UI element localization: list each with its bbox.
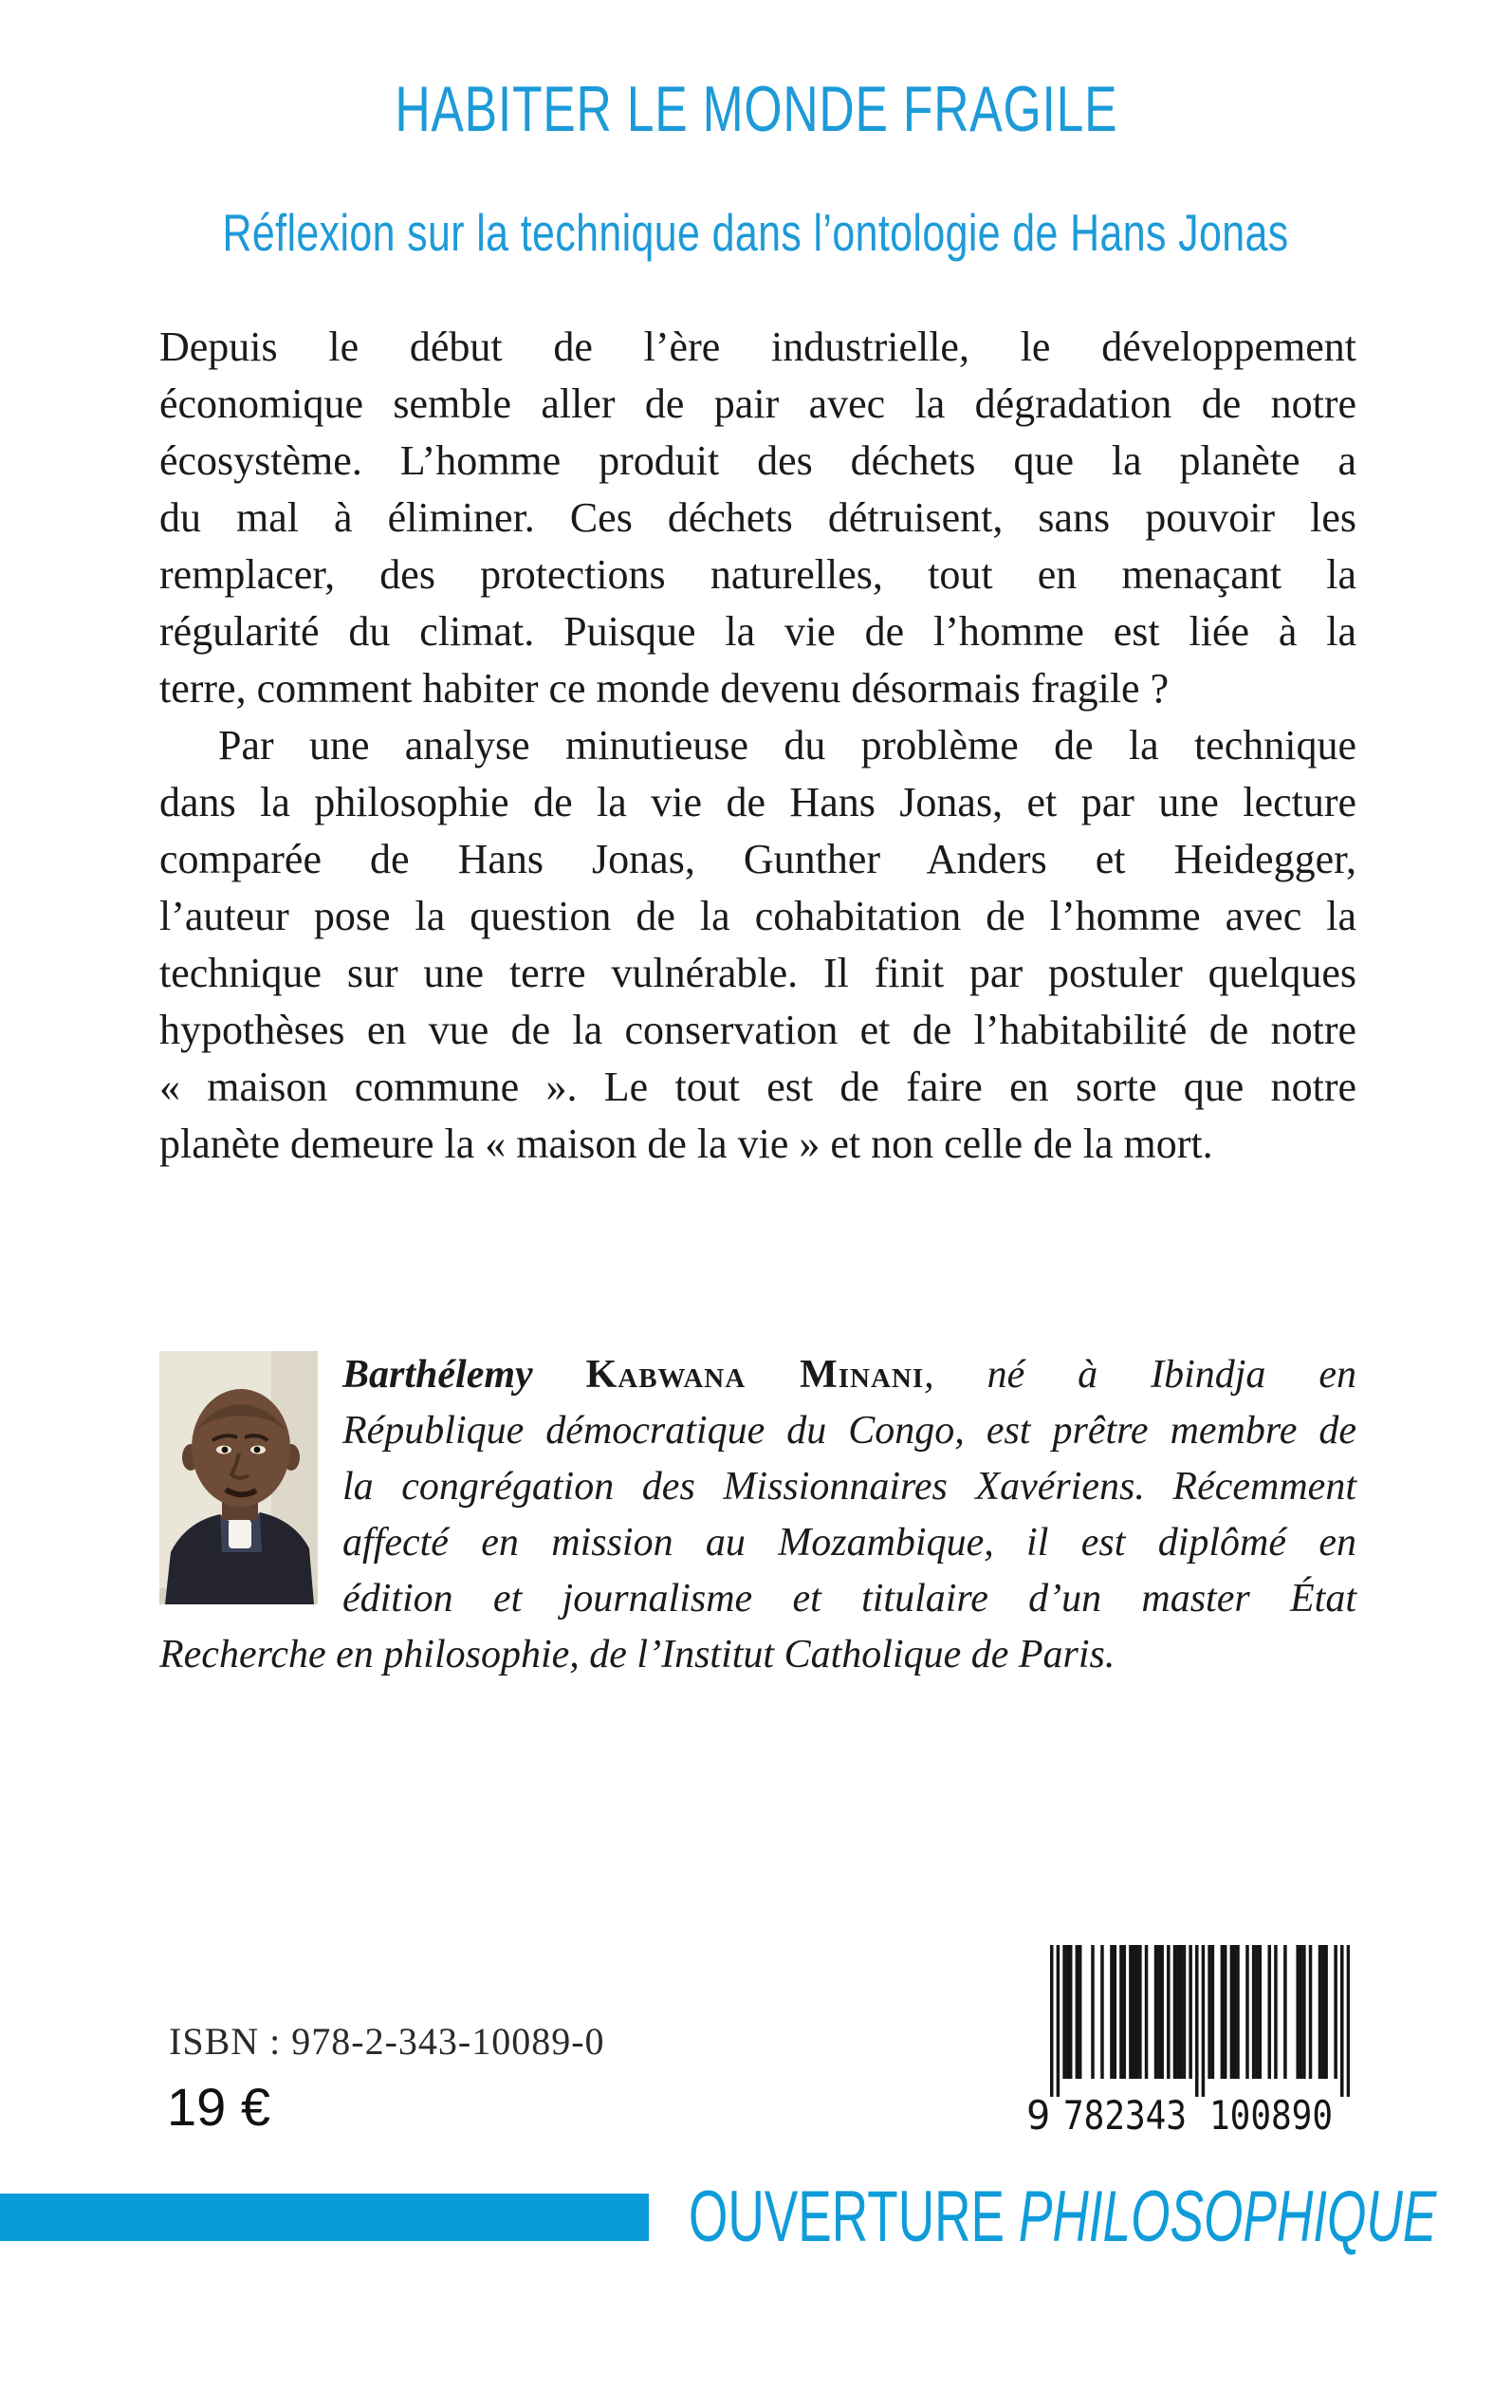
barcode-bar xyxy=(1255,1945,1259,2079)
barcode-bar xyxy=(1079,1945,1082,2079)
barcode-bar xyxy=(1189,1945,1192,2079)
barcode-digits: 100890 xyxy=(1209,2092,1333,2133)
synopsis-line: planète demeure la « maison de la vie » et non celle de la mort. xyxy=(159,1121,1213,1167)
author-bio xyxy=(159,1347,1356,1683)
barcode-bar xyxy=(1233,1945,1237,2079)
barcode-bar xyxy=(1347,1945,1350,2097)
subtitle-row xyxy=(0,202,1512,263)
barcode-bar xyxy=(1138,1945,1142,2079)
bio-text-segment: Barthélemy xyxy=(342,1353,586,1397)
barcode-bar xyxy=(1211,1945,1215,2079)
barcode-bar xyxy=(1236,1945,1240,2079)
barcode-bar xyxy=(1145,1945,1149,2079)
price-label: 19 € xyxy=(167,2077,270,2137)
book-title: HABITER LE MONDE FRAGILE xyxy=(394,73,1117,145)
collection-band-bar xyxy=(0,2194,649,2241)
title-row xyxy=(0,72,1512,146)
barcode-bar xyxy=(1245,1945,1249,2079)
barcode-bar xyxy=(1221,1945,1225,2079)
barcode-bar xyxy=(1062,1945,1066,2079)
bio-text-segment: , né à Ibindja en xyxy=(924,1353,1356,1397)
author-photo xyxy=(159,1351,318,1604)
barcode-bar xyxy=(1114,1945,1117,2079)
barcode-bar xyxy=(1340,1945,1344,2097)
barcode-bar xyxy=(1224,1945,1227,2079)
bio-line xyxy=(159,1571,1356,1627)
collection-name-text xyxy=(689,2176,1437,2257)
synopsis xyxy=(159,319,1356,1173)
barcode-bar xyxy=(1321,1945,1325,2079)
bio-text-segment: la congrégation des Missionnaires Xavériens. Récemment xyxy=(342,1465,1356,1509)
barcode-bar xyxy=(1132,1945,1135,2079)
bio-line xyxy=(159,1459,1356,1515)
synopsis-line: technique sur une terre vulnérable. Il finit par postuler quelques xyxy=(159,950,1356,996)
synopsis-line: économique semble aller de pair avec la dégradation de notre xyxy=(159,380,1356,427)
barcode-bar xyxy=(1167,1945,1171,2079)
barcode-bar xyxy=(1202,1945,1206,2097)
barcode-bar xyxy=(1268,1945,1272,2079)
book-subtitle: Réflexion sur la technique dans l’ontologie de Hans Jonas xyxy=(222,203,1290,262)
bio-line xyxy=(159,1403,1356,1459)
barcode-bar xyxy=(1057,1945,1060,2097)
barcode-bar xyxy=(1176,1945,1180,2079)
bio-text-segment: République démocratique du Congo, est prêtre membre de xyxy=(342,1409,1356,1453)
barcode-bar xyxy=(1160,1945,1164,2079)
barcode-bar xyxy=(1195,1945,1199,2097)
barcode-digits: 782343 xyxy=(1063,2092,1187,2133)
bio-line xyxy=(159,1347,1356,1403)
collection-word-philosophique: PHILOSOPHIQUE xyxy=(1018,2176,1437,2257)
barcode-bar xyxy=(1300,1945,1303,2079)
synopsis-line: dans la philosophie de la vie de Hans Jonas, et par une lecture xyxy=(159,779,1356,825)
isbn-label: ISBN : 978-2-343-10089-0 xyxy=(169,2020,605,2063)
bio-line xyxy=(159,1515,1356,1571)
bio-text-segment: affecté en mission au Mozambique, il est diplômé en xyxy=(342,1521,1356,1565)
barcode-bar xyxy=(1183,1945,1187,2079)
bio-text-segment: Recherche en philosophie, de l’Institut Catholique de Paris. xyxy=(159,1633,1116,1676)
synopsis-line: régularité du climat. Puisque la vie de l’homme est liée à la xyxy=(159,608,1356,655)
barcode-bar xyxy=(1110,1945,1114,2079)
barcode-bar xyxy=(1324,1945,1328,2079)
barcode-digits: 9 xyxy=(1026,2092,1051,2133)
barcode-bar xyxy=(1302,1945,1306,2079)
synopsis-line: « maison commune ». Le tout est de faire en sorte que notre xyxy=(159,1064,1356,1110)
barcode-bar xyxy=(1296,1945,1300,2079)
bio-text-segment: Kabwana Minani xyxy=(585,1353,925,1397)
barcode-bar xyxy=(1076,1945,1079,2079)
synopsis-line: terre, comment habiter ce monde devenu désormais fragile ? xyxy=(159,665,1170,712)
barcode-bar xyxy=(1208,1945,1211,2079)
barcode-bar xyxy=(1066,1945,1070,2079)
ean13-barcode xyxy=(1025,1945,1350,2133)
barcode-bar xyxy=(1334,1945,1337,2079)
synopsis-line: écosystème. L’homme produit des déchets que la planète a xyxy=(159,437,1356,484)
barcode-bar xyxy=(1252,1945,1256,2079)
synopsis-line: Depuis le début de l’ère industrielle, le développement xyxy=(159,324,1356,370)
synopsis-line: hypothèses en vue de la conservation et de l’habitabilité de notre xyxy=(159,1007,1356,1053)
barcode-bar xyxy=(1154,1945,1158,2079)
bio-line xyxy=(159,1627,1356,1683)
barcode-bar xyxy=(1259,1945,1263,2079)
barcode-bar xyxy=(1173,1945,1177,2079)
barcode-bar xyxy=(1135,1945,1139,2079)
barcode-bar xyxy=(1100,1945,1104,2079)
collection-name xyxy=(689,2176,1512,2257)
barcode-bar xyxy=(1274,1945,1278,2079)
author-photo-illustration xyxy=(159,1351,318,1604)
barcode-bar xyxy=(1179,1945,1183,2079)
barcode-bar xyxy=(1069,1945,1073,2079)
synopsis-line: remplacer, des protections naturelles, tout en menaçant la xyxy=(159,551,1356,598)
synopsis-line: l’auteur pose la question de la cohabitation de l’homme avec la xyxy=(159,893,1356,939)
barcode-bar xyxy=(1119,1945,1123,2079)
barcode-bar xyxy=(1157,1945,1161,2079)
synopsis-line: du mal à éliminer. Ces déchets détruisent, sans pouvoir les xyxy=(159,494,1356,541)
barcode-bar xyxy=(1230,1945,1234,2079)
synopsis-line: comparée de Hans Jonas, Gunther Anders et Heidegger, xyxy=(159,836,1356,882)
barcode-bar xyxy=(1050,1945,1054,2097)
barcode-bar xyxy=(1318,1945,1322,2079)
barcode-bar xyxy=(1091,1945,1095,2079)
barcode-bar xyxy=(1283,1945,1287,2079)
synopsis-line: Par une analyse minutieuse du problème de la technique xyxy=(218,722,1356,769)
bio-text-segment: édition et journalisme et titulaire d’un master État xyxy=(342,1577,1356,1621)
collection-word-ouverture: OUVERTURE xyxy=(689,2176,1019,2257)
barcode-bar xyxy=(1129,1945,1133,2079)
barcode-bar xyxy=(1123,1945,1127,2079)
barcode-bar xyxy=(1309,1945,1313,2079)
